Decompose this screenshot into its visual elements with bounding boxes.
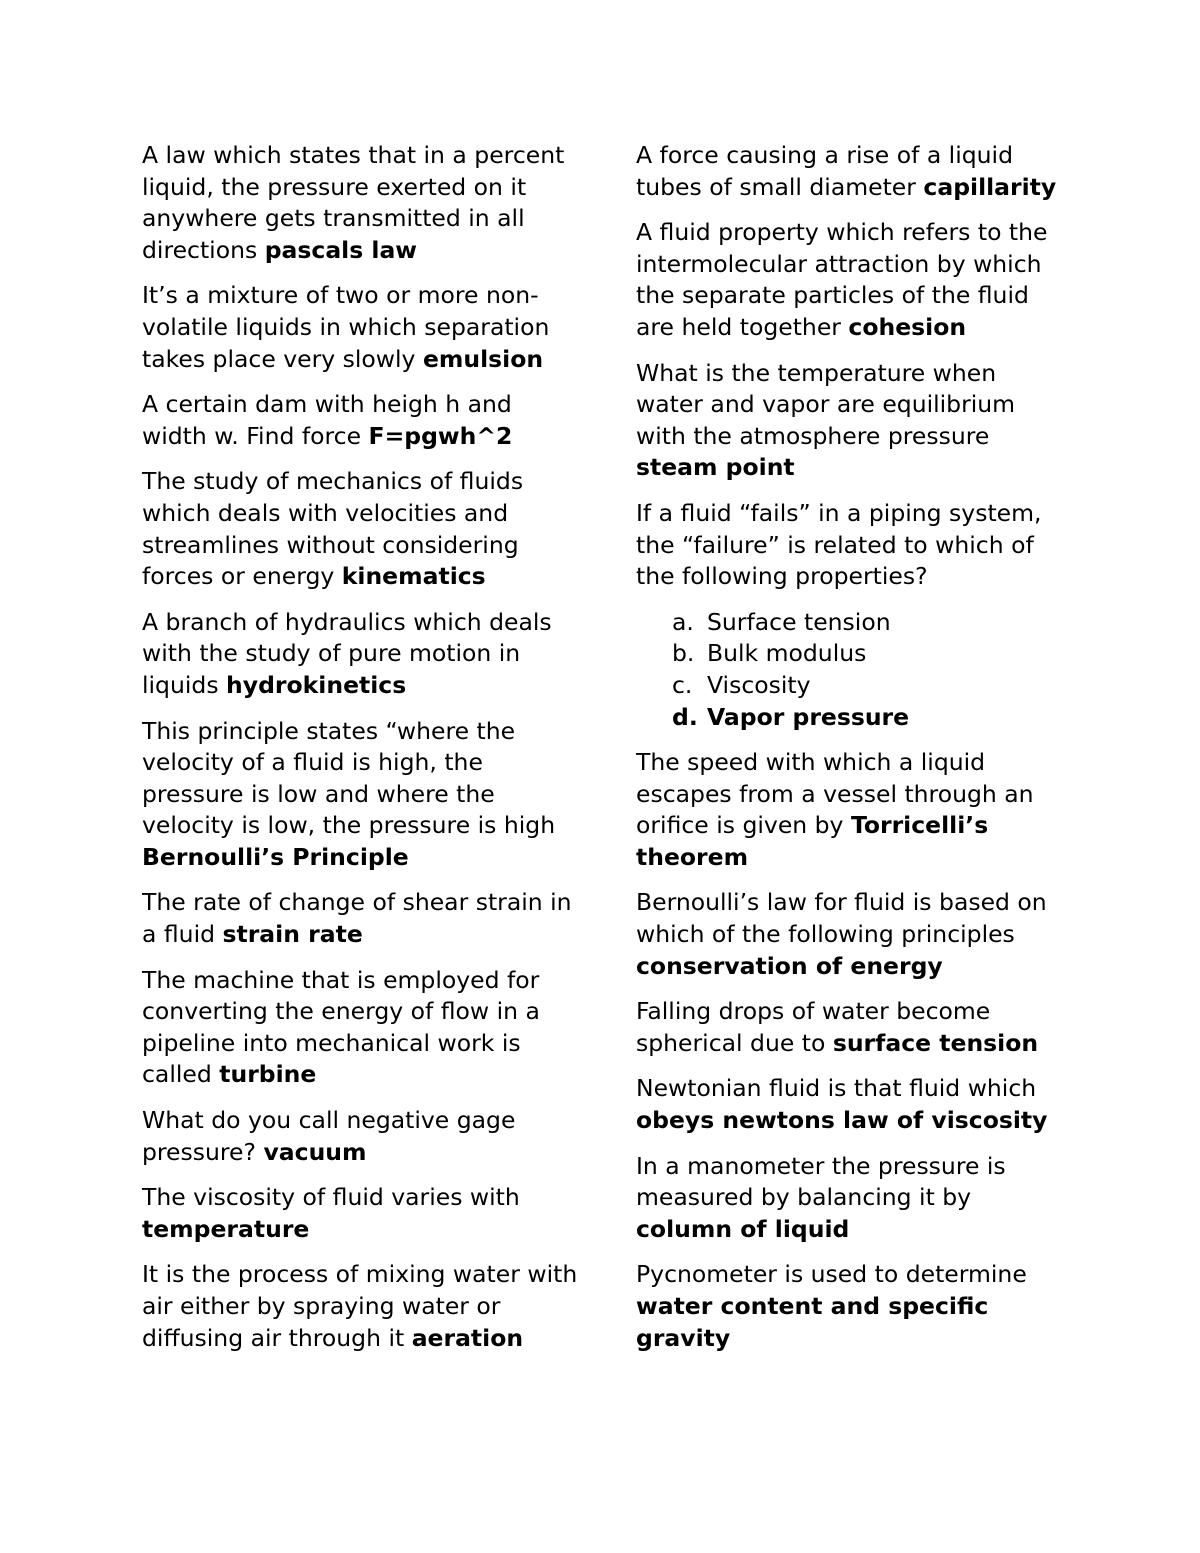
question-item: [142, 607, 582, 702]
question-item: [142, 389, 582, 452]
question-text: A fluid property which refers to the intermolecular attraction by which the separate particles of the fluid are held together: [636, 218, 1048, 341]
question-text: Falling drops of water become spherical due to: [636, 997, 991, 1057]
left-column: [142, 140, 582, 1368]
option-text: Viscosity: [707, 670, 811, 699]
question-item: [142, 1259, 582, 1354]
question-item: [142, 887, 582, 950]
question-item: [142, 1105, 582, 1168]
question-text: Bernoulli’s law for fluid is based on which of the following principles: [636, 888, 1047, 949]
question-item: [142, 716, 582, 874]
option-item-correct: [636, 702, 1061, 734]
option-item: [636, 638, 1061, 670]
right-column: [636, 140, 1061, 1368]
question-text: It’s a mixture of two or more non-volatile liquids in which separation takes place very slowly: [142, 281, 550, 373]
answer-text: surface tension: [832, 1028, 1039, 1057]
answer-text: strain rate: [222, 920, 363, 949]
question-item: [636, 1073, 1061, 1136]
answer-text: water content and specific gravity: [636, 1292, 989, 1352]
answer-text: conservation of energy: [636, 951, 943, 980]
answer-text: emulsion: [422, 344, 544, 373]
question-text: A force causing a rise of a liquid tubes of small diameter: [636, 141, 1013, 201]
question-item: [636, 1151, 1061, 1246]
question-text: This principle states “where the velocity of a fluid is high, the pressure is low and where the velocity is low, the pressure is high: [142, 716, 556, 840]
question-item: [142, 140, 582, 266]
question-text: Newtonian fluid is that fluid which: [636, 1074, 1037, 1103]
question-text: The study of mechanics of fluids which deals with velocities and streamlines without considering forces or energy: [142, 467, 524, 591]
question-text: What is the temperature when water and vapor are equilibrium with the atmosphere pressure: [636, 358, 1016, 450]
option-item: [636, 607, 1061, 639]
answer-text: obeys newtons law of viscosity: [636, 1106, 1048, 1135]
question-text: A certain dam with heigh h and width w. Find force: [142, 390, 512, 450]
question-item: [142, 466, 582, 592]
question-item: [636, 996, 1061, 1059]
question-text: The speed with which a liquid escapes from a vessel through an orifice is given by: [636, 748, 1034, 840]
question-text: The viscosity of fluid varies with: [142, 1183, 520, 1212]
question-text: In a manometer the pressure is measured by balancing it by: [636, 1151, 1006, 1212]
answer-text: kinematics: [341, 562, 486, 591]
option-text: Vapor pressure: [707, 702, 910, 731]
option-letter: c.: [672, 670, 693, 699]
question-item: [636, 498, 1061, 593]
option-letter: b.: [672, 639, 695, 668]
question-text: The rate of change of shear strain in a fluid: [142, 888, 572, 949]
question-text: Pycnometer is used to determine: [636, 1260, 1027, 1289]
question-item: [636, 217, 1061, 343]
answer-text: cohesion: [848, 312, 967, 341]
answer-text: pascals law: [264, 235, 418, 264]
question-item: [142, 965, 582, 1091]
option-text: Bulk modulus: [707, 639, 867, 668]
question-text: The machine that is employed for converting the energy of flow in a pipeline into mechanical work is called: [142, 965, 540, 1089]
answer-text: vacuum: [263, 1137, 367, 1166]
question-item: [636, 747, 1061, 873]
question-text: A law which states that in a percent liquid, the pressure exerted on it anywhere gets transmitted in all directions: [142, 141, 565, 264]
question-item: [636, 140, 1061, 203]
answer-text: Bernoulli’s Principle: [142, 842, 409, 871]
answer-text: F=pgwh^2: [368, 421, 513, 450]
answer-text: steam point: [636, 453, 795, 482]
question-item: [142, 1182, 582, 1245]
answer-text: temperature: [142, 1214, 310, 1243]
option-letter: a.: [672, 607, 694, 636]
question-text: It is the process of mixing water with air either by spraying water or diffusing air through it: [142, 1260, 578, 1352]
question-item: [636, 358, 1061, 484]
option-letter: d.: [672, 702, 698, 731]
question-text: What do you call negative gage pressure?: [142, 1106, 516, 1166]
question-text: A branch of hydraulics which deals with the study of pure motion in liquids: [142, 607, 552, 699]
answer-text: aeration: [411, 1323, 524, 1352]
question-item: [636, 887, 1061, 982]
option-text: Surface tension: [707, 607, 891, 636]
answer-text: column of liquid: [636, 1214, 850, 1243]
answer-text: turbine: [219, 1060, 317, 1089]
question-item: [142, 280, 582, 375]
question-text: If a fluid “fails” in a piping system, the “failure” is related to which of the following properties?: [636, 498, 1042, 591]
question-item: [636, 1259, 1061, 1354]
option-item: [636, 670, 1061, 702]
options-list: [636, 607, 1061, 733]
answer-text: hydrokinetics: [226, 670, 407, 699]
answer-text: capillarity: [923, 172, 1057, 201]
answer-text: Torricelli’s theorem: [636, 811, 989, 871]
